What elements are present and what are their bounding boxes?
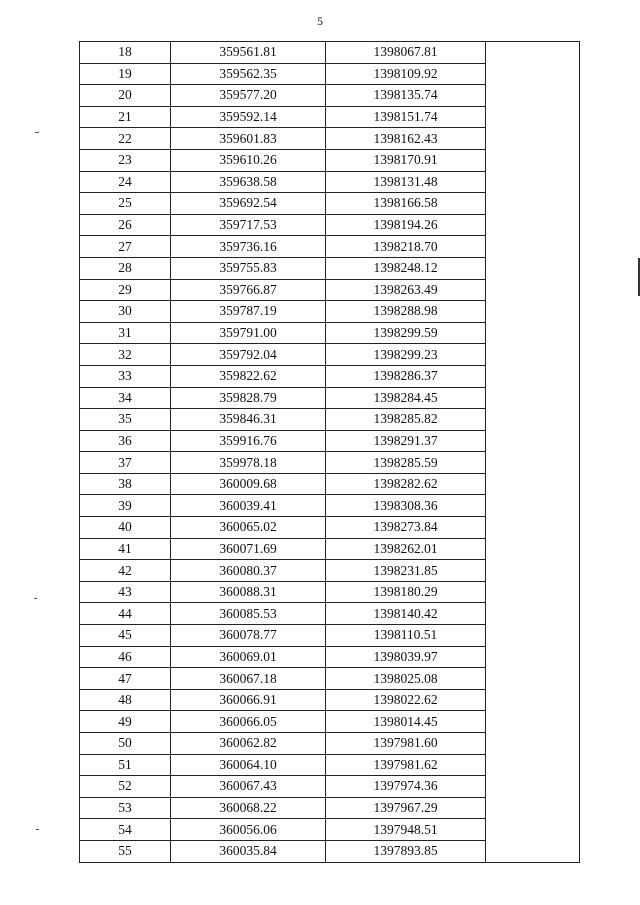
x-coordinate-cell: 359592.14 [171,106,326,128]
y-coordinate-cell: 1398151.74 [326,106,486,128]
point-number-cell: 47 [80,668,171,690]
x-coordinate-cell: 359562.35 [171,63,326,85]
y-coordinate-cell: 1398162.43 [326,128,486,150]
x-coordinate-cell: 360035.84 [171,840,326,862]
coordinates-table [79,41,580,863]
point-number-cell: 24 [80,171,171,193]
y-coordinate-cell: 1397893.85 [326,840,486,862]
x-coordinate-cell: 359755.83 [171,257,326,279]
x-coordinate-cell: 360071.69 [171,538,326,560]
point-number-cell: 38 [80,473,171,495]
y-coordinate-cell: 1398022.62 [326,689,486,711]
y-coordinate-cell: 1398248.12 [326,257,486,279]
x-coordinate-cell: 359692.54 [171,193,326,215]
point-number-cell: 51 [80,754,171,776]
x-coordinate-cell: 359610.26 [171,149,326,171]
y-coordinate-cell: 1398014.45 [326,711,486,733]
y-coordinate-cell: 1398166.58 [326,193,486,215]
y-coordinate-cell: 1398170.91 [326,149,486,171]
point-number-cell: 31 [80,322,171,344]
x-coordinate-cell: 359916.76 [171,430,326,452]
point-number-cell: 33 [80,365,171,387]
scan-speck [34,598,37,599]
point-number-cell: 18 [80,42,171,64]
point-number-cell: 21 [80,106,171,128]
y-coordinate-cell: 1398308.36 [326,495,486,517]
x-coordinate-cell: 359577.20 [171,85,326,107]
x-coordinate-cell: 360066.05 [171,711,326,733]
x-coordinate-cell: 360080.37 [171,560,326,582]
y-coordinate-cell: 1398135.74 [326,85,486,107]
point-number-cell: 55 [80,840,171,862]
x-coordinate-cell: 360064.10 [171,754,326,776]
point-number-cell: 20 [80,85,171,107]
x-coordinate-cell: 360056.06 [171,819,326,841]
point-number-cell: 29 [80,279,171,301]
x-coordinate-cell: 359792.04 [171,344,326,366]
x-coordinate-cell: 360068.22 [171,797,326,819]
x-coordinate-cell: 359601.83 [171,128,326,150]
x-coordinate-cell: 360067.43 [171,776,326,798]
point-number-cell: 26 [80,214,171,236]
y-coordinate-cell: 1397981.62 [326,754,486,776]
x-coordinate-cell: 359822.62 [171,365,326,387]
x-coordinate-cell: 359561.81 [171,42,326,64]
point-number-cell: 50 [80,733,171,755]
x-coordinate-cell: 359846.31 [171,409,326,431]
y-coordinate-cell: 1398285.82 [326,409,486,431]
point-number-cell: 40 [80,517,171,539]
y-coordinate-cell: 1398231.85 [326,560,486,582]
point-number-cell: 37 [80,452,171,474]
point-number-cell: 28 [80,257,171,279]
x-coordinate-cell: 359766.87 [171,279,326,301]
y-coordinate-cell: 1397948.51 [326,819,486,841]
table-row [80,42,580,64]
point-number-cell: 49 [80,711,171,733]
point-number-cell: 54 [80,819,171,841]
y-coordinate-cell: 1398262.01 [326,538,486,560]
point-number-cell: 30 [80,301,171,323]
y-coordinate-cell: 1398284.45 [326,387,486,409]
y-coordinate-cell: 1398110.51 [326,625,486,647]
point-number-cell: 41 [80,538,171,560]
x-coordinate-cell: 359717.53 [171,214,326,236]
y-coordinate-cell: 1398291.37 [326,430,486,452]
y-coordinate-cell: 1398194.26 [326,214,486,236]
x-coordinate-cell: 359791.00 [171,322,326,344]
y-coordinate-cell: 1398299.23 [326,344,486,366]
x-coordinate-cell: 359736.16 [171,236,326,258]
x-coordinate-cell: 360039.41 [171,495,326,517]
y-coordinate-cell: 1398263.49 [326,279,486,301]
y-coordinate-cell: 1398288.98 [326,301,486,323]
x-coordinate-cell: 360088.31 [171,581,326,603]
y-coordinate-cell: 1398180.29 [326,581,486,603]
point-number-cell: 34 [80,387,171,409]
x-coordinate-cell: 360009.68 [171,473,326,495]
point-number-cell: 53 [80,797,171,819]
x-coordinate-cell: 359787.19 [171,301,326,323]
y-coordinate-cell: 1398025.08 [326,668,486,690]
y-coordinate-cell: 1398131.48 [326,171,486,193]
point-number-cell: 52 [80,776,171,798]
point-number-cell: 23 [80,149,171,171]
scan-speck [35,132,39,133]
page-number: 5 [317,14,323,28]
point-number-cell: 25 [80,193,171,215]
x-coordinate-cell: 359978.18 [171,452,326,474]
x-coordinate-cell: 360066.91 [171,689,326,711]
y-coordinate-cell: 1398218.70 [326,236,486,258]
x-coordinate-cell: 360062.82 [171,733,326,755]
x-coordinate-cell: 360078.77 [171,625,326,647]
y-coordinate-cell: 1398140.42 [326,603,486,625]
point-number-cell: 46 [80,646,171,668]
x-coordinate-cell: 360067.18 [171,668,326,690]
point-number-cell: 35 [80,409,171,431]
point-number-cell: 44 [80,603,171,625]
point-number-cell: 45 [80,625,171,647]
y-coordinate-cell: 1398039.97 [326,646,486,668]
point-number-cell: 32 [80,344,171,366]
y-coordinate-cell: 1398282.62 [326,473,486,495]
point-number-cell: 43 [80,581,171,603]
y-coordinate-cell: 1398285.59 [326,452,486,474]
x-coordinate-cell: 359638.58 [171,171,326,193]
point-number-cell: 19 [80,63,171,85]
x-coordinate-cell: 360065.02 [171,517,326,539]
coordinates-table-body [80,42,580,863]
point-number-cell: 39 [80,495,171,517]
point-number-cell: 27 [80,236,171,258]
x-coordinate-cell: 360069.01 [171,646,326,668]
y-coordinate-cell: 1398299.59 [326,322,486,344]
point-number-cell: 22 [80,128,171,150]
y-coordinate-cell: 1397967.29 [326,797,486,819]
scan-speck [36,829,39,830]
point-number-cell: 42 [80,560,171,582]
y-coordinate-cell: 1398109.92 [326,63,486,85]
point-number-cell: 48 [80,689,171,711]
y-coordinate-cell: 1398286.37 [326,365,486,387]
x-coordinate-cell: 360085.53 [171,603,326,625]
remarks-cell [486,42,580,863]
y-coordinate-cell: 1398273.84 [326,517,486,539]
x-coordinate-cell: 359828.79 [171,387,326,409]
y-coordinate-cell: 1397981.60 [326,733,486,755]
y-coordinate-cell: 1397974.36 [326,776,486,798]
point-number-cell: 36 [80,430,171,452]
y-coordinate-cell: 1398067.81 [326,42,486,64]
